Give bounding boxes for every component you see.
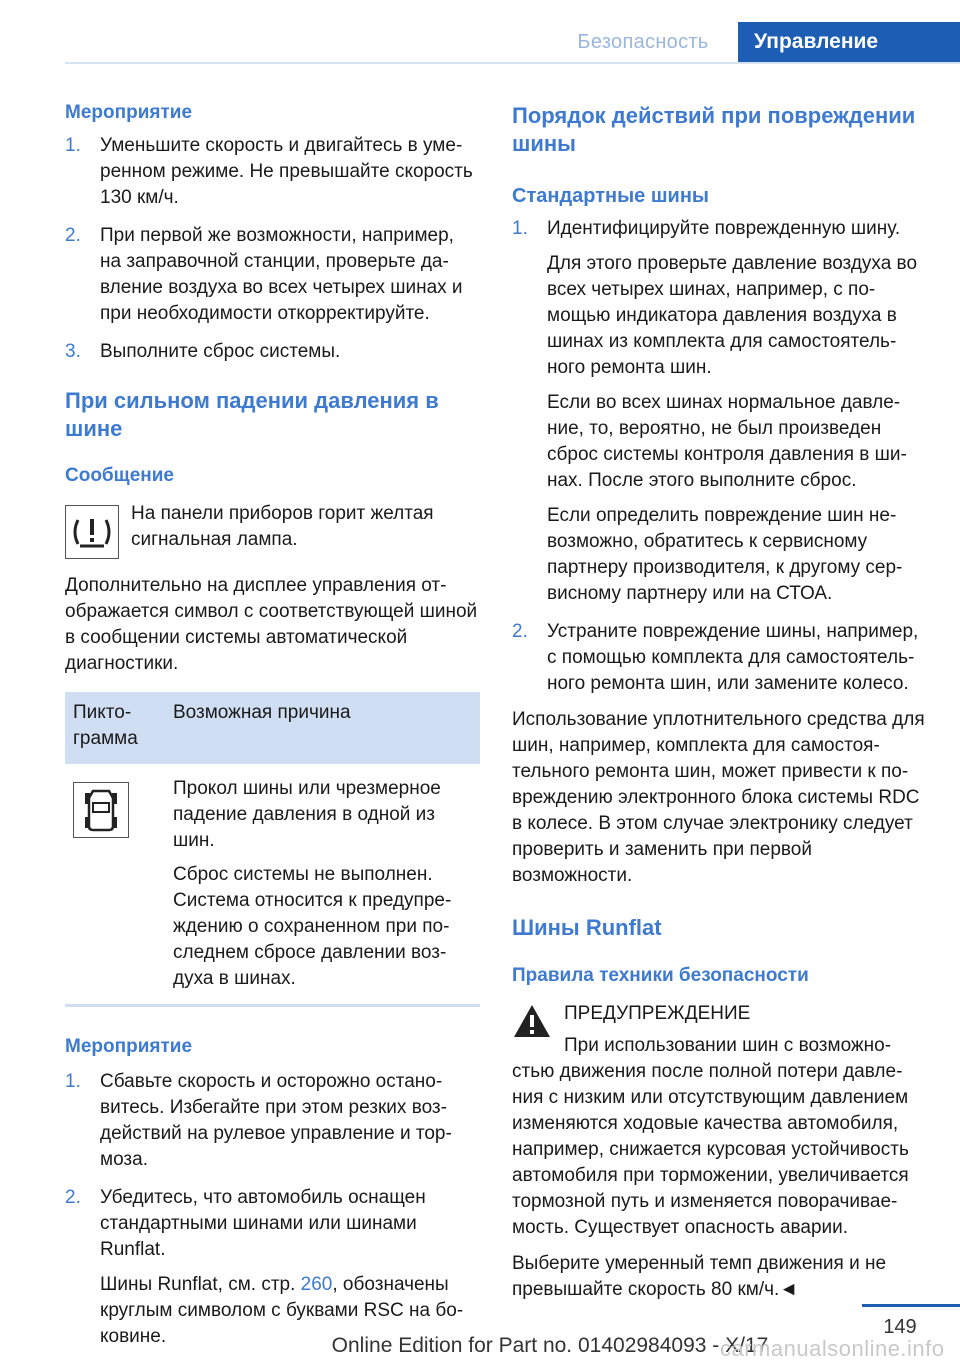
standard-tires-heading: Стандартные шины (512, 185, 709, 207)
warning-advice: Выберите умеренный темп движения и не превышайте скорость 80 км/ч.◄ (512, 1253, 887, 1300)
tire-warning-icon (65, 505, 119, 559)
table-cell-pictogram (65, 764, 165, 1006)
list-text: Устраните повреждение шины, например, с помощью комплекта для самостоятельного ремонта шин, или замените колесо. (547, 621, 919, 694)
list-number: 2. (65, 1187, 81, 1208)
page-number-rule (862, 1304, 960, 1307)
message-heading: Сообщение (65, 465, 174, 486)
list-item (65, 133, 480, 211)
step1-detail: Если во всех шинах нормальное давление, то, вероятно, не был произведен сброс системы контроля давления в шинах. После этого выполните сброс. (547, 392, 907, 491)
list-text: Идентифицируйте поврежденную шину. (547, 218, 901, 239)
left-column (65, 100, 480, 1350)
message-text: На панели приборов горит желтая сигнальная лампа. (131, 503, 434, 550)
watermark: carmanualsonline.info (720, 1336, 945, 1361)
right-column (512, 100, 927, 1303)
measures-heading: Мероприятие (65, 102, 193, 123)
list-number: 1. (512, 218, 528, 239)
list-number: 1. (65, 1071, 81, 1092)
list-item (65, 339, 480, 365)
measures2-heading: Мероприятие (65, 1036, 193, 1057)
cause-table (65, 692, 480, 1007)
message-block (65, 501, 480, 561)
procedure-list (512, 216, 927, 697)
table-header-pictogram: Пиктограмма (65, 692, 165, 764)
procedure-heading: Порядок действий при повреждении шины (512, 103, 916, 156)
list-item (65, 223, 480, 327)
list-text: Убедитесь, что автомобиль оснащен стандартными шинами или шинами Runflat. (100, 1187, 426, 1260)
list-item (65, 1069, 480, 1173)
header-section-label: Безопасность (550, 22, 736, 62)
step1-detail: Если определить повреждение шин невозможно, обратитесь к сервисному партнеру производителя, к другому сервисному партнеру или на СТОА. (547, 505, 903, 604)
header-rule (65, 62, 960, 64)
page-number: 149 (883, 1316, 917, 1338)
list-number: 1. (65, 135, 81, 156)
safety-heading: Правила техники безопасности (512, 965, 809, 986)
car-tire-icon (73, 782, 129, 838)
list-number: 3. (65, 341, 81, 362)
display-paragraph: Дополнительно на дисплее управления отображается символ с соответствующей шиной в сообщении системы автоматической диагностики. (65, 575, 478, 674)
list-text: При первой же возможности, например, на заправочной станции, проверьте давление воздуха во всех четырех шинах и при необходимости откорректируйте. (100, 225, 463, 324)
runflat-note-text: Шины Runflat, см. стр. (100, 1274, 301, 1295)
cause-puncture: Прокол шины или чрезмерное падение давления в одной из шин. (173, 778, 441, 851)
warning-text-content: При использовании шин с возможностью движения после полной потери давления с низким или отсутствующим давлением изменяются ходовые качества автомобиля, например, снижается курсовая устойчивость автомобиля при торможении, увеличивается тормозной путь и изменяется поворачиваемость. Существует опасность аварии. (512, 1035, 909, 1238)
list-item (512, 619, 927, 697)
step1-detail: Для этого проверьте давление воздуха во всех четырех шинах, например, с помощью индикатора давления воздуха в шинах из комплекта для самостоятельного ремонта шин. (547, 253, 918, 378)
list-item (512, 216, 927, 607)
table-row (65, 764, 480, 1006)
list-number: 2. (512, 621, 528, 642)
edition-note: Online Edition for Part no. 01402984093 - X/17 (331, 1334, 769, 1357)
measures-list (65, 133, 480, 365)
list-number: 2. (65, 225, 81, 246)
cause-reset: Сброс системы не выполнен. Система относится к предупреждению о сохраненном при последнем сбросе давлении воздуха в шинах. (173, 864, 452, 989)
list-text: Выполните сброс системы. (100, 341, 341, 362)
warning-triangle-icon (512, 1003, 552, 1039)
list-text: Уменьшите скорость и двигайтесь в умеренном режиме. Не превышайте скорость 130 км/ч. (100, 135, 473, 208)
header-chapter-label: Управление (738, 22, 960, 62)
warning-label: ПРЕДУПРЕЖДЕНИЕ (564, 1003, 751, 1024)
warning-block (512, 1001, 927, 1027)
table-header-cause: Возможная причина (165, 692, 480, 764)
sealant-paragraph: Использование уплотнительного средства для шин, например, комплекта для самостоятельного ремонта шин, может привести к повреждению электронного блока системы RDC в колесе. В этом случае электронику следует проверить и заменить при первой возможности. (512, 709, 925, 886)
table-cell-cause (165, 764, 480, 1006)
runflat-heading: Шины Runflat (512, 915, 662, 940)
runflat-note-text-end: , обозначены круглым символом с буквами RSC на боковине. (100, 1274, 464, 1347)
page-link-260[interactable]: 260 (300, 1274, 333, 1295)
page-footer (0, 1304, 960, 1362)
list-text: Сбавьте скорость и осторожно остановитесь. Избегайте при этом резких воздействий на рулевое управление и тормоза. (100, 1071, 452, 1170)
page-header (0, 22, 960, 62)
pressure-drop-heading: При сильном падении давления в шине (65, 388, 439, 441)
warning-text (512, 1033, 927, 1241)
